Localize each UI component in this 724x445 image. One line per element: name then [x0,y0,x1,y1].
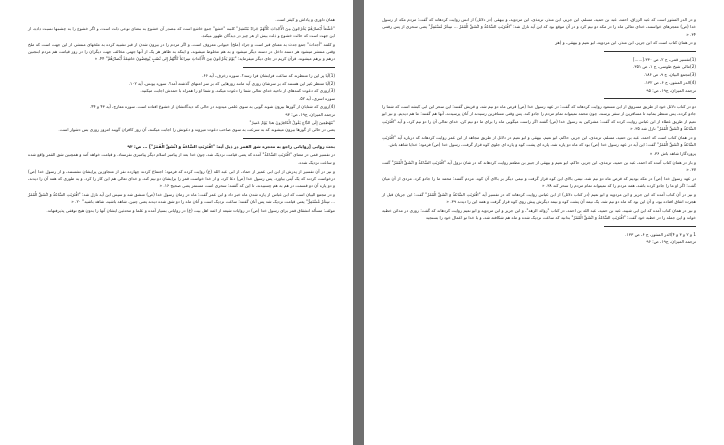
page-number-ref: ترجمه المیزان، ج۱۹، ص: ۹۳ [285,111,335,117]
footnote-separator [604,51,696,52]
bottom-notes [382,231,696,246]
paragraph: و نیز در آن کتاب آمده که ابن جریر و ابن مردویه و ابو نعیم (در کتاب دلائل) از ابن عباس روایت کردهاند که در تفسیر آیه "اقْتَرَبَتِ السَّاعَةُ وَ انْشَقَّ الْقَمَرُ" گفت: این جریان قبل از هجرت اتفاق افتاده بود، و آن این بود که ماه دو نیم شد، یک نیمه آن پشت کوه و نیمه دیگرش پیش روی کوه قرار گرفت و همه این را دیدند ۳۹. « [382,191,696,205]
paragraph: "خُشَّعاً أَبْصارُهُمْ يَخْرُجُونَ مِنَ الْأَجْداثِ كَأَنَّهُمْ جَرادٌ مُنْتَشِرٌ" کلمه "خشع" جمع خاشع است که مصدر آن خشوع به معنای نوعی ذلت است، و اگر خشوع را به چشمها نسبت داده، از این جهت است که حالت خشوع و ذلت بیش از هر چیز در دیدگان ظهور میکند. [28,25,335,39]
footnote: (1)آیا پر این را منتظرند که ساعت فرابشان فرا رسد؟. سوره زخرف، آیه ۶۶. [202,72,335,78]
paragraph: دو در کتاب دلائل خود از طریق مسروق از ابن مسعود روایت کردهاند که گفت: در عهد رسول خدا (ص) قرص ماه دو نیم شد، و قریش گفتند: این سحر ابن ابی کبشه است که شما را جادو کرده، پس منتظر بمانید تا مسافرین از سفر برسند، چون محمد نمیتواند تمام مردم را جادو کند. پس وقتی مسافرین رسیدند از آنان پرسیدند، آنها هم گفتند: ما هم دیدیم. و نیز ابو نعیم از طریق عطاء از ابن عباس روایت کرده که گفت: مشرکین به رسول خدا (ص) گفتند اگر راست میگویی ماه را برای ما دو نیم کن، خدای تعالی آن را دو نیم کرد، و آیه "اقْتَرَبَتِ السَّاعَةُ وَ انْشَقَّ الْقَمَرُ" نازل شد ۳۵. « [382,104,696,132]
footnotes [28,72,335,134]
section-title: بحث روایی [روایاتی راجع به معجزه شق القمر در ذیل آیه: "اقْتَرَبَتِ السَّاعَةُ وَ انْشَقَّ الْقَمَرُ"] ... ص: ۹۳ [127,143,335,149]
paragraph: و در مجمع البیان است که ابن عباس از پاره شدن ماه خبر داد و ابن عمر گفت: ماه در زمان رسول خدا (ص) منشق شد و سپس این آیه نازل شد: "اقْتَرَبَتِ السَّاعَةُ وَ انْشَقَّ الْقَمَرُ ... سِحْرٌ مُسْتَمِرٌّ" یعنی قیامت نزدیک شد پس آنان گفتند: ساعت نزدیک است و آنان ماه را دو شق شده دیدند یعنی چنین. شاهد باشید، شاهد باشید" ۲۰. « [28,191,335,205]
footnote: (2)مالی شیخ طوسی، ج ۱، ص ۳۵۱. [632,64,696,70]
page-number-ref: ترجمه المیزان، ج۱۹، ص: ۹۵ [646,87,696,93]
paragraph: مولف: مسأله انشقاق قمر برای رسول خدا (ص) در روایات شیعه از ائمه اهل بیت (ع) در روایاتی بسیار آمده و علما و محدثین ایشان آنها را بدون هیچ توقفی پذیرفتهاند. [46,208,335,214]
paragraph: و نیز در آن تفسیر از پدرش از ابن ابی عمیر از حماد، از ابی عبد الله (ع) روایت کرده که فرمود: اجتماع کردند چهارده نفر از متجاوزین پرایشان نشستند، و از رسول خدا (ص) درخواست کردند که یک آیتی بیاورد. پس رسول خدا (ص) دعا کرد، و از خدا خواست قمر را برایشان دو نیم کند، و خدای تعالی هم این کار را کرد. و به طوری که همه آن را دیدند، و دو پاره آن دو قسمت در هم به هم چسبیدند، تا این که گفتند: سحری است مستمر یعنی صحیح ۱۶. « [28,168,335,189]
footnote: (3)مجمع البیان، ج ۹، ص ۱۸۶. [643,72,696,78]
page-number-ref: ترجمه المیزان، ج۱۹، ص: ۹۶ [646,239,696,245]
left-page [0,0,353,445]
paragraph: و در الدر المنثور است که عبد الرزاق، احمد، عبد بن حمید، مسلم، ابن جریر، ابن منذر، ترمذی، ابن مردویه، و بیهقی (در دلائل) از انس روایت کردهاند که گفت: مردم مکه از رسول خدا (ص) معجزهای خواستند، خدای تعالی ماه را در مکه دو نیم کرد و در آن موقع بود که این آیه نازل شد: "اقْتَرَبَتِ السَّاعَةُ وَ انْشَقَّ الْقَمَرُ ... سِحْرٌ مُسْتَمِرٌّ" یعنی سحری از پس رفتنی ۳۴. « [382,17,696,37]
footnote: (2)آیا منتظر غیر این هستند که بر سرشان روزی آید مانند روزهایی که بر سر امتهای گذشته آمد؟. سوره یونس، آیه ۱۰۲. [128,80,335,86]
section-separator [243,138,335,139]
paragraph: و کلمه "أجداث" جمع جدث به معنای قبر است و جراد (ملخ) حیوانی معروف است، و اگر مردم را در بیرون شدن از قبر تشبیه کرده به ملخهای منتشر، از این جهت است که ملخ وقتی منتشر میشود هر دسته داخل در دسته دیگر میشود و به هم مخلوط میشوند، و اینکه به ظاهر هر یک از آنها جهتی مخالف جهت دیگران را در روز قیامت هم مردم ابنجنین درهم و برهم میشوند. قرآن کریم در جای دیگر میفرماید: "يَوْمَ يَخْرُجُونَ مِنَ الْأَجْداثِ سِراعاً كَأَنَّهُمْ إِلى نُصُبٍ يُوفِضُونَ خاشِعَةً أَبْصارُهُمْ" ۴۴. « [28,41,335,62]
footnote: (4)روزی که شتابان از گورها بیرون شوند گویی به سوی علمی میدوند در حالی که دیدگانشان از خشوع افتاده است. سوره معارج، آیه ۴۳ و ۴۴. [89,103,335,109]
paragraph: پروردگارا شاهد باش ۳۶. « [649,150,696,156]
footnote-separator [243,67,335,68]
paragraph: همان داوری و پاداش و کیفر است. [275,17,335,22]
paragraph: و نیز در همان کتاب آمده که ابن ابی شیبه، عبد بن حمید، عبد الله بن احمد، در کتاب "زوائد الزهد"، و ابن جریر و ابن مردویه و ابو نعیم روایت کردهاند که گفت: روزی در مدائن خطبه خواند و این جمله را در خطبه خود گفت: "اقْتَرَبَتِ السَّاعَةُ وَ انْشَقَّ الْقَمَرُ" بدانید که ساعت نزدیک شده و ماه هم شکافته شد، و با خدا تو اعمال خود را بسنجید [382,208,696,221]
quran-verse: "مُهْطِعِينَ إِلَى الدَّاعِ يَقُولُ الْكافِرُونَ هذا يَوْمٌ عَسِرٌ" [249,119,335,125]
footnote: (4)الدر المنثور، ج ۶، ص ۱۳۲. [644,80,696,86]
section-separator [604,98,696,99]
footnotes [382,56,696,94]
footnote: سوره اسری، آیه ۵۲. [299,96,335,102]
footnote: (3)روزی که دعوت کنندهای از ناحیه خدای تعالی شما را دعوت میکند، و شما او را همراه با حمدش اجابت میکنید. [140,88,335,94]
paragraph: و در همان کتاب است که احمد، عبد بن حمید، مسلم، ترمذی، ابن جریر، حاکم، ابو نعیم، بیهقی و ابو نعیم در دلائل از طریق مجاهد از ابن عمر روایت کردهاند که درباره آیه "اقْتَرَبَتِ السَّاعَةُ وَ انْشَقَّ الْقَمَرُ" گفت: این آیه در عهد رسول خدا (ص) بود که ماه دو پاره شد، پاره ای پشت کوه و پاره ای جلوی کوه قرار گرفت، رسول خدا (ص) فرمود: خدایا شاهد باش. [382,134,696,148]
paragraph: یعنی در حالی از گورها بیرون میشوند که به سرعت به سوی صاحب دعوت میروند و دعوتش را اجابت میکنند، آن روز کافران گویند امروز روزی بس دشوار است. [58,127,335,133]
paragraph: و باز در همان کتاب آمده که احمد، عبد بن حمید، ترمذی، ابن جریر، حاکم، ابو نعیم و بیهقی از جبیر بن مطعم روایت کردهاند که در شان نزول آیه "اقْتَرَبَتِ السَّاعَةُ وَ انْشَقَّ الْقَمَرُ" گفت ۳۷. « [382,159,696,173]
right-page [364,0,724,445]
paragraph: در عهد رسول خدا (ص) در مکه بودیم که قرص ماه دو نیم شد، نیمی بالای این کوه قرار گرفت و نیمی دیگر بر بالای آن کوه. مردم گفتند: محمد ما را جادو کرد. مردی از آن میان گفت: اگر او ما را جادو کرده باشد، همه مردم را که نمیتواند تمام مردم را سحر کند ۳۸. « [382,175,696,189]
paragraph: در تفسیر قمی در معنای "اقْتَرَبَتِ السَّاعَةُ" آمده که یعنی قیامت نزدیک شد، چون خدا بعد از پیامبر اسلام دیگر پیامبری نفرستاد. و قیامت خواهد آمد و همچنین شق القمر واقع شده و ساعت نزدیک شده. [28,152,335,165]
footnote-separator [604,226,696,227]
paragraph: و در همان کتاب است که ابن جریر، ابن منذر، ابن مردویه، ابو نعیم و بیهقی، و (هر [555,40,696,46]
footnote: (1)تفسیر قمی، ج ۲، ص ۳۳۰.[......] [632,56,696,62]
page-gutter [353,0,364,445]
footnote: 1 و ۲ و ۳ و ۴)الدر المنثور، ج ۶، ص ۱۳۳. [625,231,696,237]
